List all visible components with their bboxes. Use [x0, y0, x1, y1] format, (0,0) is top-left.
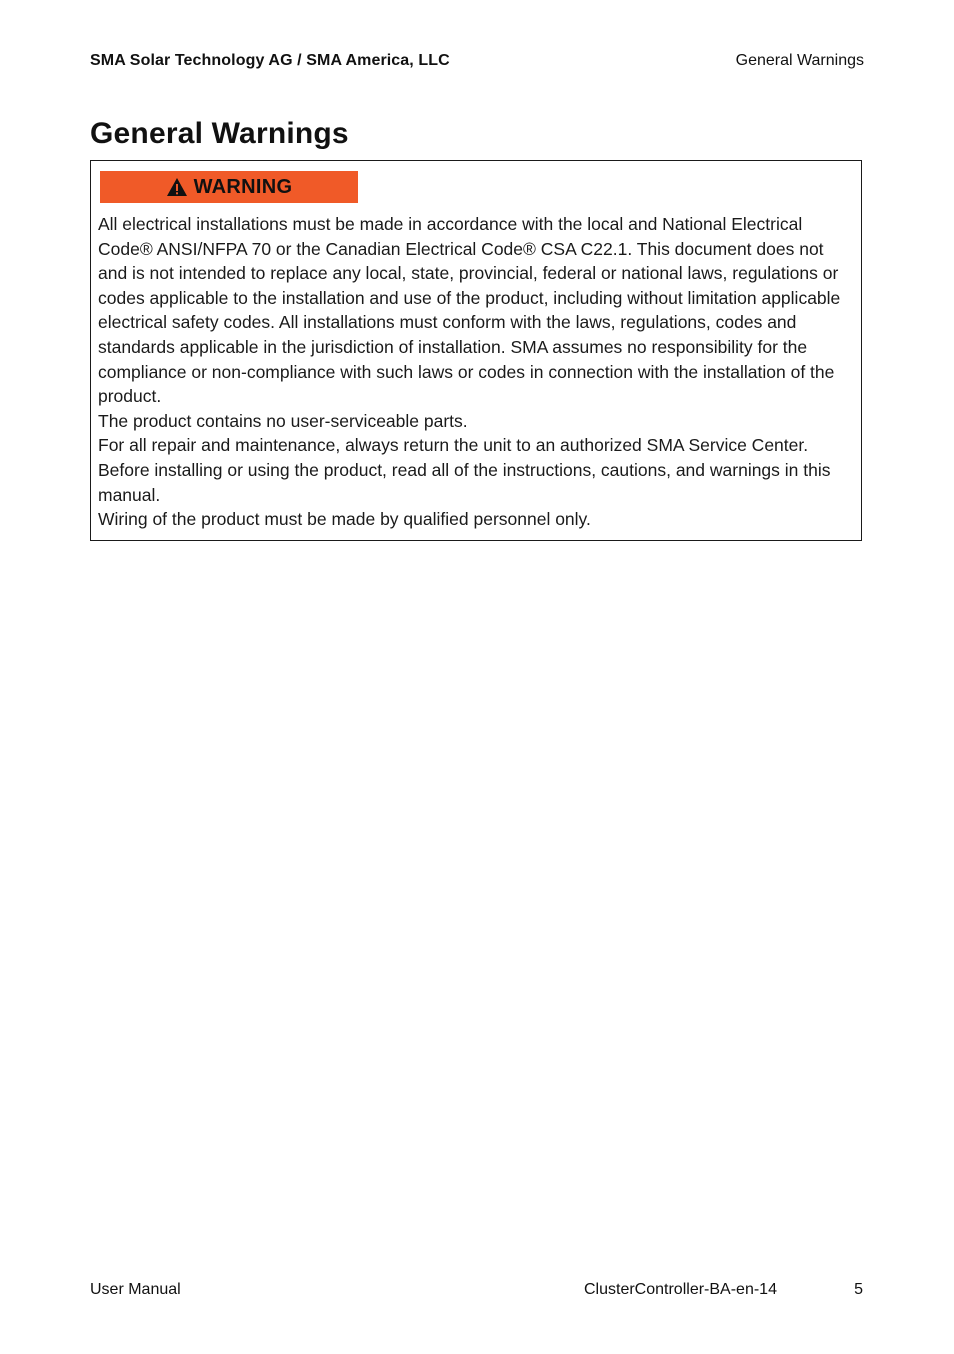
warning-paragraph: All electrical installations must be made in accordance with the local and National Electrical Code® ANSI/NFPA 70 or the Canadian Electrical Code® CSA C22.1. This document does not and is not intended to replace any local, state, provincial, federal or national laws, regulations or codes applicable to the installation and use of the product, including without limitation applicable electrical safety codes. All installations must conform with the laws, regulations, codes and standards applicable in the jurisdiction of installation. SMA assumes no responsibility for the compliance or non-compliance with such laws or codes in connection with the installation of the product. — [98, 214, 841, 407]
header-section: General Warnings — [735, 52, 864, 69]
footer-manual-type: User Manual — [90, 1281, 181, 1298]
warning-paragraph: Before installing or using the product, read all of the instructions, cautions, and warnings in this manual. — [98, 459, 831, 505]
warning-paragraph: For all repair and maintenance, always return the unit to an authorized SMA Service Center. — [98, 435, 809, 456]
warning-paragraph: The product contains no user-serviceable parts. — [98, 410, 468, 431]
warning-paragraph: Wiring of the product must be made by qualified personnel only. — [98, 509, 591, 530]
warning-text — [98, 212, 855, 532]
warning-triangle-icon — [166, 177, 188, 197]
footer-document-id: ClusterController-BA-en-14 — [584, 1281, 777, 1298]
warning-box — [90, 160, 862, 541]
warning-banner — [100, 171, 358, 203]
page-title: General Warnings — [90, 117, 349, 150]
footer-page-number: 5 — [854, 1281, 863, 1298]
header-company: SMA Solar Technology AG / SMA America, LLC — [90, 52, 450, 69]
warning-label: WARNING — [193, 175, 293, 198]
